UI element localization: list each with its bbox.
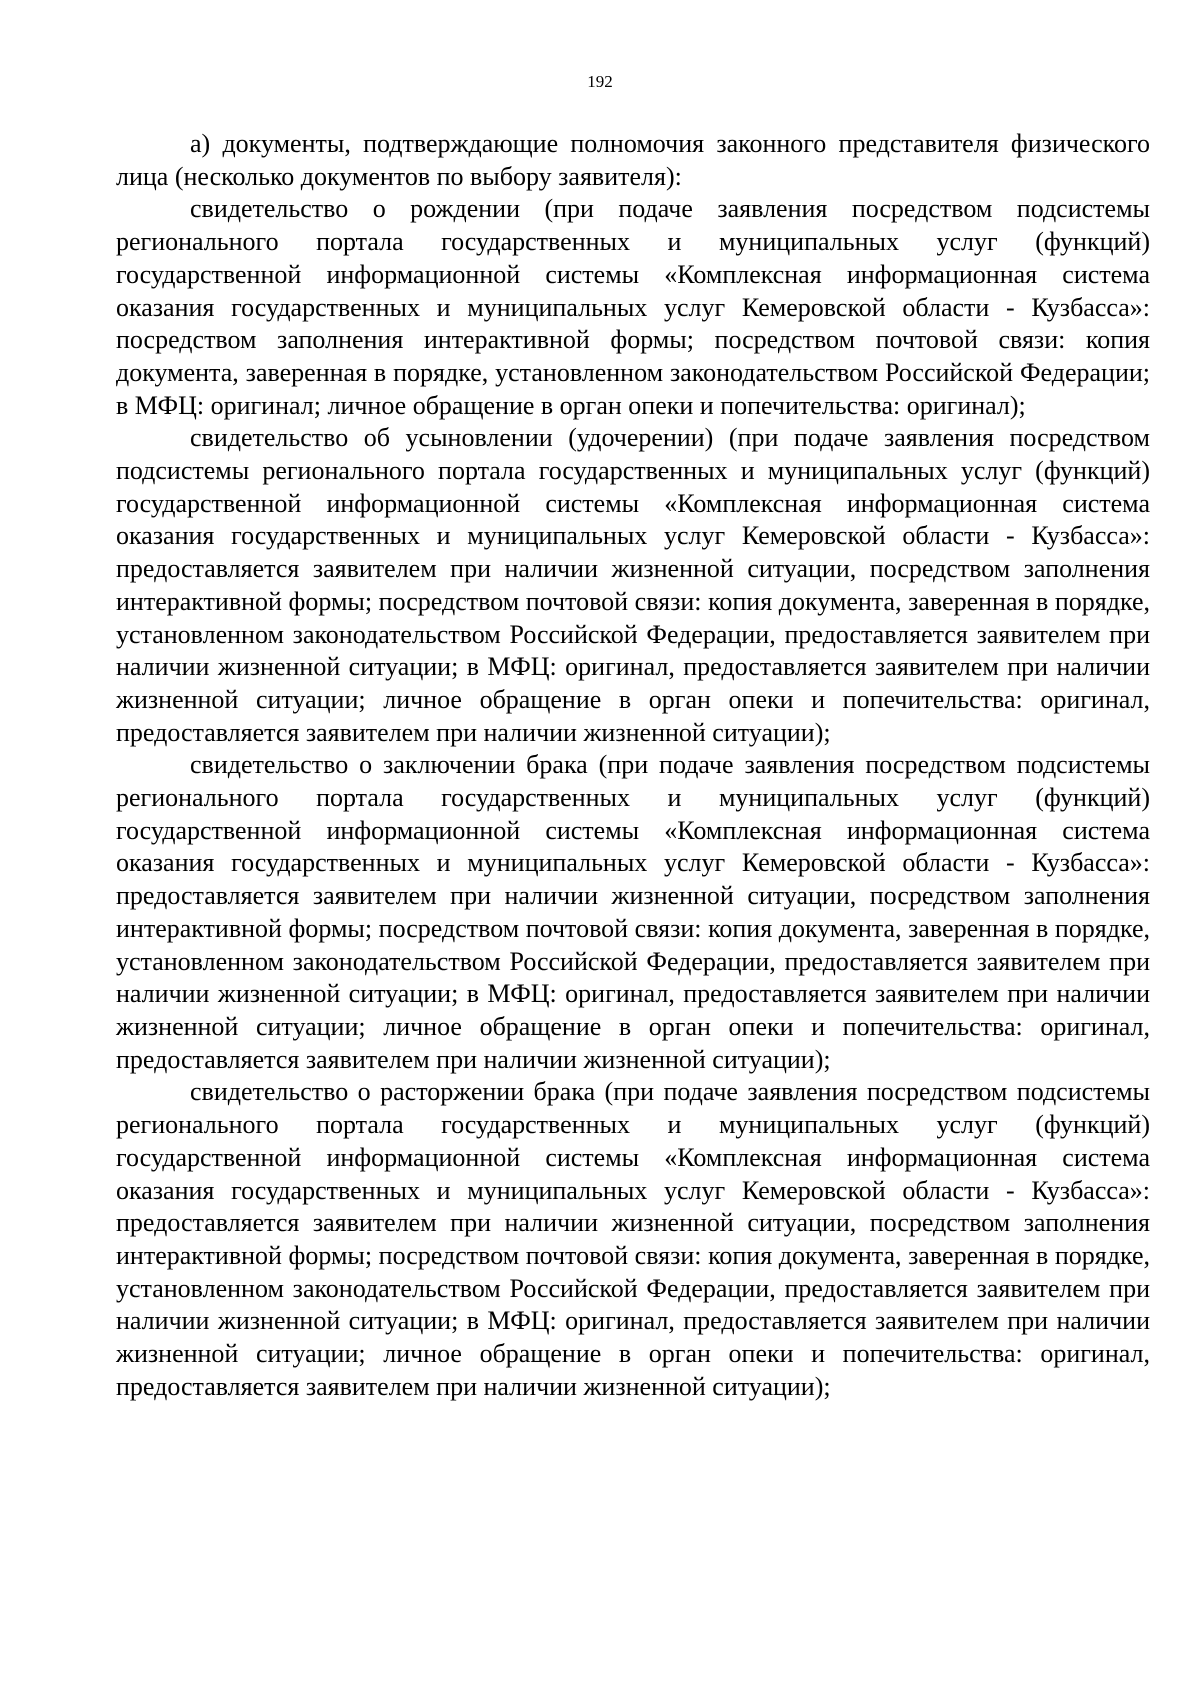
paragraph-marriage-certificate: свидетельство о заключении брака (при подаче заявления посредством подсистемы регионального портала государственных и муниципальных услуг (функций) государственной информационной системы «Комплексная информационная система оказания государственных и муниципальных услуг Кемеровской области - Кузбасса»: предоставляется заявителем при наличии жизненной ситуации, посредством заполнения интерактивной формы; посредством почтовой связи: копия документа, заверенная в порядке, установленном законодательством Российской Федерации, предоставляется заявителем при наличии жизненной ситуации; в МФЦ: оригинал, предоставляется заявителем при наличии жизненной ситуации; личное обращение в орган опеки и попечительства: оригинал, предоставляется заявителем при наличии жизненной ситуации); — [116, 750, 1150, 1074]
paragraph-adoption-certificate: свидетельство об усыновлении (удочерении) (при подаче заявления посредством подсистемы регионального портала государственных и муниципальных услуг (функций) государственной информационной системы «Комплексная информационная система оказания государственных и муниципальных услуг Кемеровской области - Кузбасса»: предоставляется заявителем при наличии жизненной ситуации, посредством заполнения интерактивной формы; посредством почтовой связи: копия документа, заверенная в порядке, установленном законодательством Российской Федерации, предоставляется заявителем при наличии жизненной ситуации; в МФЦ: оригинал, предоставляется заявителем при наличии жизненной ситуации; личное обращение в орган опеки и попечительства: оригинал, предоставляется заявителем при наличии жизненной ситуации); — [116, 423, 1150, 747]
paragraph-representative-documents: а) документы, подтверждающие полномочия законного представителя физического лица (несколько документов по выбору заявителя): — [116, 129, 1150, 191]
paragraph-birth-certificate: свидетельство о рождении (при подаче заявления посредством подсистемы регионального портала государственных и муниципальных услуг (функций) государственной информационной системы «Комплексная информационная система оказания государственных и муниципальных услуг Кемеровской области - Кузбасса»: посредством заполнения интерактивной формы; посредством почтовой связи: копия документа, заверенная в порядке, установленном законодательством Российской Федерации; в МФЦ: оригинал; личное обращение в орган опеки и попечительства: оригинал); — [116, 194, 1150, 420]
page-number: 192 — [587, 72, 613, 91]
paragraph-divorce-certificate: свидетельство о расторжении брака (при подаче заявления посредством подсистемы регионального портала государственных и муниципальных услуг (функций) государственной информационной системы «Комплексная информационная система оказания государственных и муниципальных услуг Кемеровской области - Кузбасса»: предоставляется заявителем при наличии жизненной ситуации, посредством заполнения интерактивной формы; посредством почтовой связи: копия документа, заверенная в порядке, установленном законодательством Российской Федерации, предоставляется заявителем при наличии жизненной ситуации; в МФЦ: оригинал, предоставляется заявителем при наличии жизненной ситуации; личное обращение в орган опеки и попечительства: оригинал, предоставляется заявителем при наличии жизненной ситуации); — [116, 1077, 1150, 1401]
document-body — [116, 128, 1150, 1403]
